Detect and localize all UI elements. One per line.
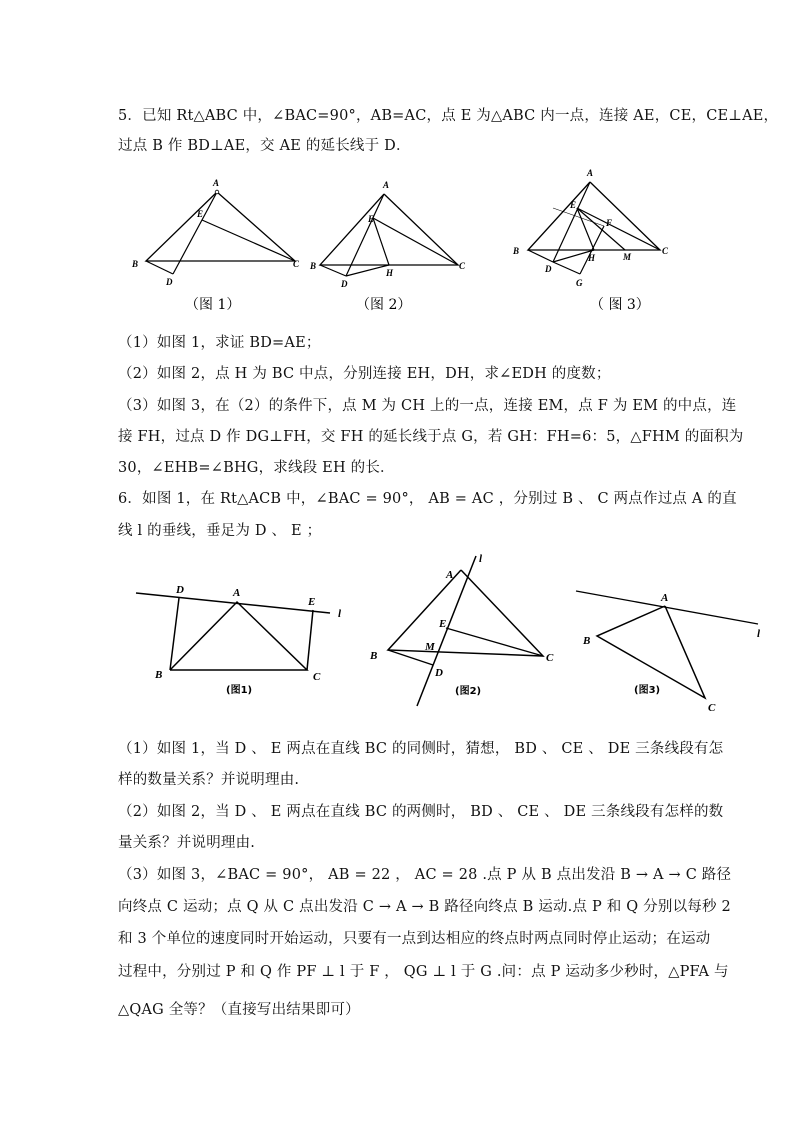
- p6-figure-2: [369, 553, 554, 706]
- p6-fig2-label-a: A: [446, 569, 454, 581]
- p6-fig2-caption: (图2): [455, 686, 482, 697]
- p5-figure-2: [309, 180, 466, 313]
- p5-figure-3: [512, 168, 669, 313]
- p6-question-3-line-2: 向终点 C 运动；点 Q 从 C 点出发沿 C → A → B 路径向终点 B 运动.点 P 和 Q 分别以每秒 2: [118, 899, 731, 915]
- p5-fig2-label-d: D: [341, 279, 348, 289]
- p5-fig2-label-h: H: [386, 268, 394, 278]
- p6-fig2-label-d: D: [435, 667, 443, 679]
- p6-fig1-caption: (图1): [226, 685, 253, 696]
- p5-fig2-label-e: E: [368, 214, 375, 224]
- p6-question-3-line-3: 和 3 个单位的速度同时开始运动，只要有一点到达相应的终点时两点同时停止运动；在运动: [118, 931, 711, 947]
- p6-question-1-line-2: 样的数量关系？并说明理由.: [118, 772, 300, 788]
- p6-question-2-line-1: （2）如图 2，当 D 、 E 两点在直线 BC 的两侧时， BD 、 CE 、 DE 三条线段有怎样的数: [118, 804, 724, 820]
- p6-fig2-label-m: M: [425, 641, 435, 653]
- p5-fig3-label-m: M: [623, 252, 632, 262]
- p6-fig1-label-d: D: [176, 584, 184, 596]
- p5-statement-line-1: 5．已知 Rt△ABC 中，∠BAC=90°，AB=AC，点 E 为△ABC 内一点，连接 AE，CE，CE⊥AE，: [118, 108, 779, 124]
- p6-question-3-line-5: △QAG 全等？（直接写出结果即可）: [118, 1002, 360, 1018]
- p6-figure-3: [576, 591, 761, 714]
- p6-fig1-label-l: l: [338, 608, 342, 620]
- p5-fig3-label-e: E: [570, 200, 577, 210]
- p5-fig1-label-b: B: [132, 259, 139, 269]
- p6-fig1-label-b: B: [155, 669, 163, 681]
- p6-question-2-line-2: 量关系？并说明理由.: [118, 835, 256, 851]
- p6-fig2-label-c: C: [546, 652, 554, 664]
- p6-fig2-label-e: E: [439, 618, 447, 630]
- p5-fig1-label-e: E: [197, 209, 204, 219]
- p5-fig3-label-c: C: [662, 246, 669, 256]
- p6-question-3-line-1: （3）如图 3，∠BAC = 90°， AB = 22 ， AC = 28 .点 P 从 B 点出发沿 B → A → C 路径: [118, 867, 732, 883]
- p5-fig3-label-f: F: [606, 218, 613, 228]
- p6-figure-1: [136, 584, 342, 696]
- p5-fig3-label-h: H: [588, 253, 596, 263]
- p6-fig3-label-l: l: [757, 628, 761, 640]
- p5-fig2-label-c: C: [459, 261, 466, 271]
- p6-fig1-label-c: C: [313, 671, 321, 683]
- p5-figure-1: [131, 178, 300, 313]
- p5-question-3-line-1: （3）如图 3，在（2）的条件下，点 M 为 CH 上的一点，连接 EM，点 F 为 EM 的中点，连: [118, 398, 737, 414]
- p6-statement-line-2: 线 l 的垂线，垂足为 D 、 E ；: [118, 523, 322, 539]
- p6-fig2-label-b: B: [370, 650, 378, 662]
- p6-question-1-line-1: （1）如图 1，当 D 、 E 两点在直线 BC 的同侧时，猜想， BD 、 CE 、 DE 三条线段有怎: [118, 741, 724, 757]
- p6-fig3-label-c: C: [708, 702, 716, 714]
- p6-statement-line-1: 6．如图 1，在 Rt△ACB 中，∠BAC = 90°， AB = AC ，分别过 B 、 C 两点作过点 A 的直: [118, 491, 737, 507]
- p5-fig2-label-a: A: [383, 180, 390, 190]
- p5-question-3-line-3: 30，∠EHB=∠BHG，求线段 EH 的长．: [118, 460, 395, 476]
- p5-fig3-label-a: A: [587, 168, 594, 178]
- p5-statement-line-2: 过点 B 作 BD⊥AE，交 AE 的延长线于 D．: [118, 138, 411, 154]
- p5-fig1-label-c: C: [293, 259, 300, 269]
- p6-fig3-label-b: B: [583, 635, 591, 647]
- p5-question-2: （2）如图 2，点 H 为 BC 中点，分别连接 EH，DH，求∠EDH 的度数；: [118, 366, 611, 382]
- p5-fig1-label-d: D: [166, 277, 173, 287]
- p5-fig3-label-d: D: [545, 264, 552, 274]
- p5-fig3-label-g: G: [576, 278, 583, 288]
- p5-fig2-label-b: B: [310, 261, 317, 271]
- p6-fig2-label-l: l: [479, 553, 483, 565]
- p5-question-1: （1）如图 1，求证 BD=AE；: [118, 335, 321, 351]
- p6-fig3-caption: (图3): [634, 685, 661, 696]
- p5-fig1-caption: （图 1）: [185, 297, 241, 313]
- p5-question-3-line-2: 接 FH，过点 D 作 DG⊥FH，交 FH 的延长线于点 G，若 GH：FH=6：5，△FHM 的面积为: [118, 429, 744, 445]
- p6-fig1-label-a: A: [233, 587, 241, 599]
- p5-fig2-caption: （图 2）: [356, 297, 412, 313]
- p5-fig3-caption: （ 图 3）: [590, 297, 650, 313]
- p6-question-3-line-4: 过程中，分别过 P 和 Q 作 PF ⊥ l 于 F ， QG ⊥ l 于 G .问：点 P 运动多少秒时，△PFA 与: [118, 964, 729, 980]
- p6-figures: [130, 548, 780, 718]
- p5-fig1-label-a: A: [213, 178, 220, 188]
- p5-figures: [120, 168, 680, 318]
- p5-fig3-label-b: B: [513, 246, 520, 256]
- p6-fig3-label-a: A: [661, 592, 669, 604]
- p6-fig1-label-e: E: [308, 596, 316, 608]
